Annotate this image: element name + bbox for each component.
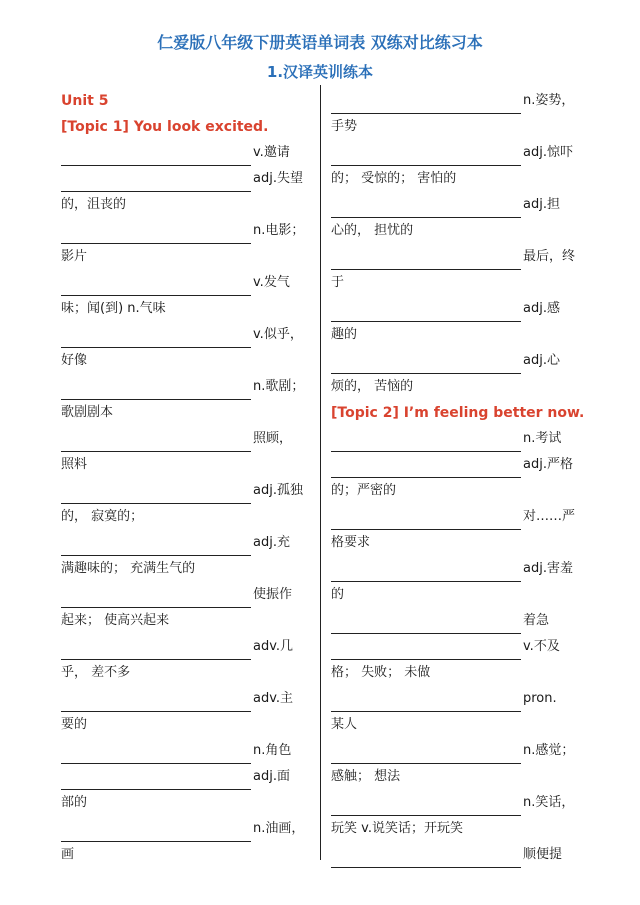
answer-blank[interactable] <box>61 147 251 166</box>
entry-definition: v.发气 <box>253 275 290 290</box>
entry-definition: pron. <box>523 691 557 706</box>
definition-continuation: 歌剧剧本 <box>61 405 114 420</box>
vocab-entry <box>61 764 316 790</box>
answer-blank[interactable] <box>61 589 251 608</box>
entry-definition: 对……严 <box>523 509 576 524</box>
vocab-entry <box>61 218 316 244</box>
entry-definition: adj.失望 <box>253 171 303 186</box>
entry-definition: 最后，终 <box>523 249 576 264</box>
entry-definition: n.电影； <box>253 223 305 238</box>
answer-blank[interactable] <box>61 277 251 296</box>
entry-definition: n.油画， <box>253 821 305 836</box>
definition-continuation: 要的 <box>61 717 88 732</box>
definition-continuation: 的；严密的 <box>331 483 397 498</box>
answer-blank[interactable] <box>331 641 521 660</box>
definition-continuation: 烦的， 苦恼的 <box>331 379 414 394</box>
vocab-entry <box>61 634 316 660</box>
vocab-entry <box>61 270 316 296</box>
answer-blank[interactable] <box>331 199 521 218</box>
answer-blank[interactable] <box>61 745 251 764</box>
column-divider <box>320 85 321 860</box>
answer-blank[interactable] <box>61 433 251 452</box>
definition-continuation: 的； 受惊的； 害怕的 <box>331 171 457 186</box>
answer-blank[interactable] <box>61 823 251 842</box>
entry-definition: n.角色 <box>253 743 292 758</box>
vocab-entry <box>61 530 316 556</box>
entry-definition: v.邀请 <box>253 145 290 160</box>
vocab-entry <box>331 452 593 478</box>
answer-blank[interactable] <box>61 173 251 192</box>
entry-definition: adv.主 <box>253 691 294 706</box>
entry-definition: 照顾， <box>253 431 293 446</box>
answer-blank[interactable] <box>331 433 521 452</box>
entry-definition: adj.心 <box>523 353 560 368</box>
definition-continuation: 感触； 想法 <box>331 769 401 784</box>
vocab-entry <box>331 842 593 868</box>
vocab-entry <box>331 140 593 166</box>
entry-definition: adj.担 <box>523 197 560 212</box>
definition-continuation: 满趣味的； 充满生气的 <box>61 561 196 576</box>
left-column <box>61 88 316 868</box>
entry-definition: adj.感 <box>523 301 560 316</box>
answer-blank[interactable] <box>331 303 521 322</box>
answer-blank[interactable] <box>61 381 251 400</box>
vocab-entry <box>331 608 593 634</box>
vocab-entry <box>331 790 593 816</box>
topic-heading: Unit 5 <box>61 93 109 109</box>
definition-continuation: 起来； 使高兴起来 <box>61 613 170 628</box>
vocab-entry <box>331 504 593 530</box>
definition-continuation: 手势 <box>331 119 358 134</box>
answer-blank[interactable] <box>61 641 251 660</box>
entry-definition: adv.几 <box>253 639 294 654</box>
vocab-entry <box>331 556 593 582</box>
entry-definition: adj.害羞 <box>523 561 573 576</box>
definition-continuation: 部的 <box>61 795 88 810</box>
answer-blank[interactable] <box>61 485 251 504</box>
entry-definition: adj.孤独 <box>253 483 303 498</box>
entry-definition: n.歌剧； <box>253 379 305 394</box>
vocab-entry <box>331 296 593 322</box>
definition-continuation: 影片 <box>61 249 88 264</box>
vocab-entry <box>331 426 593 452</box>
vocab-entry <box>331 738 593 764</box>
answer-blank[interactable] <box>331 693 521 712</box>
entry-definition: adj.严格 <box>523 457 573 472</box>
definition-continuation: 的 <box>331 587 345 602</box>
definition-continuation: 乎， 差不多 <box>61 665 131 680</box>
right-column <box>331 88 593 868</box>
page-subtitle: 1.汉译英训练本 <box>266 63 374 81</box>
definition-continuation: 于 <box>331 275 345 290</box>
answer-blank[interactable] <box>331 615 521 634</box>
topic-heading: [Topic 1] You look excited. <box>61 119 269 135</box>
entry-definition: n.姿势， <box>523 93 575 108</box>
vocab-entry <box>331 348 593 374</box>
vocab-entry <box>331 686 593 712</box>
answer-blank[interactable] <box>331 95 521 114</box>
answer-blank[interactable] <box>61 693 251 712</box>
definition-continuation: 照料 <box>61 457 88 472</box>
vocab-entry <box>331 88 593 114</box>
vocab-entry <box>61 166 316 192</box>
vocab-entry <box>61 738 316 764</box>
definition-continuation: 的， 寂寞的； <box>61 509 144 524</box>
vocab-entry <box>61 478 316 504</box>
vocab-entry <box>61 816 316 842</box>
entry-definition: v.似乎， <box>253 327 303 342</box>
entry-definition: 着急 <box>523 613 550 628</box>
answer-blank[interactable] <box>331 745 521 764</box>
answer-blank[interactable] <box>331 511 521 530</box>
vocab-entry <box>331 634 593 660</box>
entry-definition: n.感觉； <box>523 743 575 758</box>
answer-blank[interactable] <box>61 329 251 348</box>
vocab-entry <box>61 322 316 348</box>
definition-continuation: 玩笑 v.说笑话；开玩笑 <box>331 821 463 836</box>
vocab-entry <box>61 140 316 166</box>
definition-continuation: 趣的 <box>331 327 358 342</box>
definition-continuation: 味；闻(到) n.气味 <box>61 301 166 316</box>
vocab-entry <box>331 192 593 218</box>
answer-blank[interactable] <box>61 225 251 244</box>
entry-definition: v.不及 <box>523 639 560 654</box>
definition-continuation: 格要求 <box>331 535 371 550</box>
page-title: 仁爱版八年级下册英语单词表 双练对比练习本 <box>157 33 483 52</box>
answer-blank[interactable] <box>331 459 521 478</box>
definition-continuation: 好像 <box>61 353 88 368</box>
entry-definition: adj.充 <box>253 535 290 550</box>
answer-blank[interactable] <box>331 355 521 374</box>
answer-blank[interactable] <box>331 849 521 868</box>
entry-definition: n.笑话， <box>523 795 575 810</box>
definition-continuation: 心的， 担忧的 <box>331 223 414 238</box>
definition-continuation: 的，沮丧的 <box>61 197 127 212</box>
answer-blank[interactable] <box>61 537 251 556</box>
vocab-entry <box>61 374 316 400</box>
vocab-entry <box>331 244 593 270</box>
entry-definition: n.考试 <box>523 431 562 446</box>
vocab-entry <box>61 582 316 608</box>
definition-continuation: 某人 <box>331 717 358 732</box>
entry-definition: adj.惊吓 <box>523 145 573 160</box>
answer-blank[interactable] <box>331 563 521 582</box>
answer-blank[interactable] <box>61 771 251 790</box>
definition-continuation: 画 <box>61 847 75 862</box>
answer-blank[interactable] <box>331 797 521 816</box>
entry-definition: 使振作 <box>253 587 293 602</box>
vocab-entry <box>61 426 316 452</box>
vocab-entry <box>61 686 316 712</box>
definition-continuation: 格； 失败； 未做 <box>331 665 431 680</box>
answer-blank[interactable] <box>331 251 521 270</box>
entry-definition: 顺便提 <box>523 847 563 862</box>
answer-blank[interactable] <box>331 147 521 166</box>
entry-definition: adj.面 <box>253 769 290 784</box>
topic-heading: [Topic 2] I’m feeling better now. <box>331 405 585 421</box>
